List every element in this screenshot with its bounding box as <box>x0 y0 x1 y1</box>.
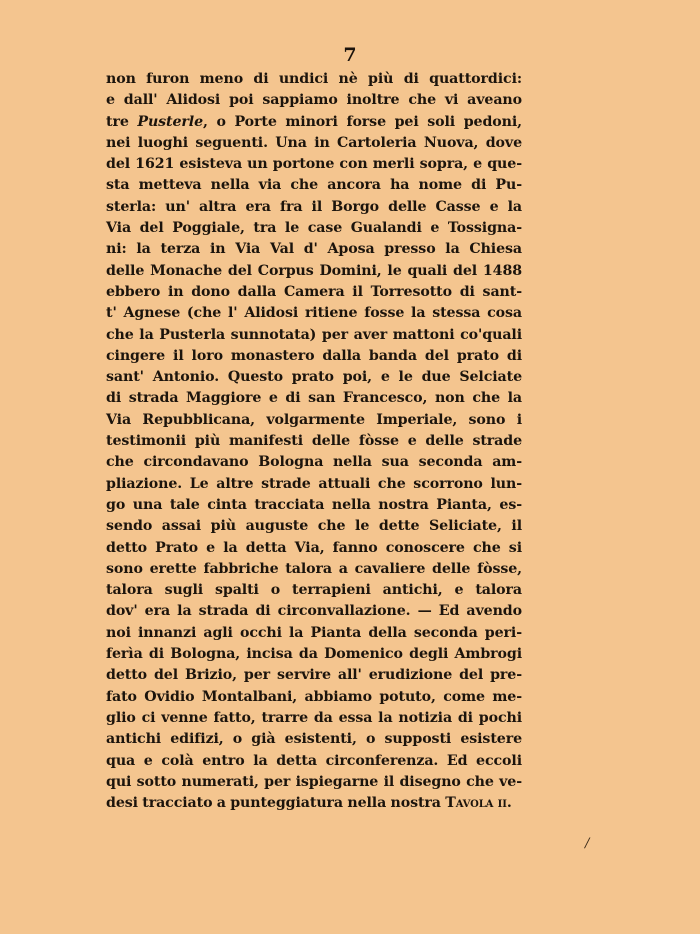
text-line <box>106 793 522 814</box>
stray-ink-mark: / <box>585 836 590 851</box>
text-run: tre <box>106 113 138 130</box>
text-line: qua e colà entro la detta circonferenza. Ed eccoli <box>106 752 522 769</box>
page-number: 7 <box>343 44 357 66</box>
text-run: , o Porte minori forse pei soli pedoni, <box>203 113 522 130</box>
text-line: sendo assai più auguste che le dette Seliciate, il <box>106 518 522 535</box>
text-line: talora sugli spalti o terrapieni antichi, e talora <box>106 582 522 599</box>
italic-term: Pusterle <box>137 113 204 130</box>
text-run: desi tracciato a punteggiatura nella nostra <box>106 795 446 812</box>
body-text <box>106 69 522 814</box>
text-line: non furon meno di undici nè più di quattordici: <box>106 71 522 87</box>
text-line: del 1621 esisteva un portone con merli sopra, e que- <box>106 156 522 173</box>
text-line <box>106 112 522 133</box>
text-line: e dall' Alidosi poi sappiamo inoltre che vi aveano <box>106 92 522 109</box>
text-line: sono erette fabbriche talora a cavaliere delle fòsse, <box>106 560 522 577</box>
text-line: delle Monache del Corpus Domini, le quali del 1488 <box>106 262 522 279</box>
text-line: dov' era la strada di circonvallazione. — Ed avendo <box>106 603 522 620</box>
text-line: di strada Maggiore e di san Francesco, non che la <box>106 390 522 407</box>
text-line: sterla: un' altra era fra il Borgo delle Casse e la <box>106 198 522 215</box>
text-line: sant' Antonio. Questo prato poi, e le due Selciate <box>106 369 522 386</box>
text-line: t' Agnese (che l' Alidosi ritiene fosse la stessa cosa <box>106 305 522 322</box>
text-line: fato Ovidio Montalbani, abbiamo potuto, come me- <box>106 688 522 705</box>
text-line: Via Repubblicana, volgarmente Imperiale, sono i <box>106 411 522 428</box>
plate-reference: Tavola ii. <box>445 795 512 812</box>
text-line: ferìa di Bologna, incisa da Domenico degli Ambrogi <box>106 646 522 663</box>
text-line: pliazione. Le altre strade attuali che scorrono lun- <box>106 475 522 492</box>
text-line: che la Pusterla sunnotata) per aver mattoni co'quali <box>106 326 522 343</box>
text-line: testimonii più manifesti delle fòsse e delle strade <box>106 433 522 450</box>
text-line: detto del Brizio, per servire all' erudizione del pre- <box>106 667 522 684</box>
text-line: che circondavano Bologna nella sua seconda am- <box>106 454 522 471</box>
text-line: noi innanzi agli occhi la Pianta della seconda peri- <box>106 624 522 641</box>
text-line: nei luoghi seguenti. Una in Cartoleria Nuova, dove <box>106 134 522 151</box>
text-line: sta metteva nella via che ancora ha nome di Pu- <box>106 177 522 194</box>
text-line: detto Prato e la detta Via, fanno conoscere che si <box>106 539 522 556</box>
text-line: ni: la terza in Via Val d' Aposa presso la Chiesa <box>106 241 522 258</box>
text-line: antichi edifizi, o già esistenti, o supposti esistere <box>106 731 522 748</box>
text-line: qui sotto numerati, per ispiegarne il disegno che ve- <box>106 773 522 790</box>
text-line: Via del Poggiale, tra le case Gualandi e Tossigna- <box>106 220 522 237</box>
text-line: glio ci venne fatto, trarre da essa la notizia di pochi <box>106 709 522 726</box>
text-line: go una tale cinta tracciata nella nostra Pianta, es- <box>106 496 522 513</box>
text-line: cingere il loro monastero dalla banda del prato di <box>106 347 522 364</box>
text-line: ebbero in dono dalla Camera il Torresotto di sant- <box>106 283 522 300</box>
